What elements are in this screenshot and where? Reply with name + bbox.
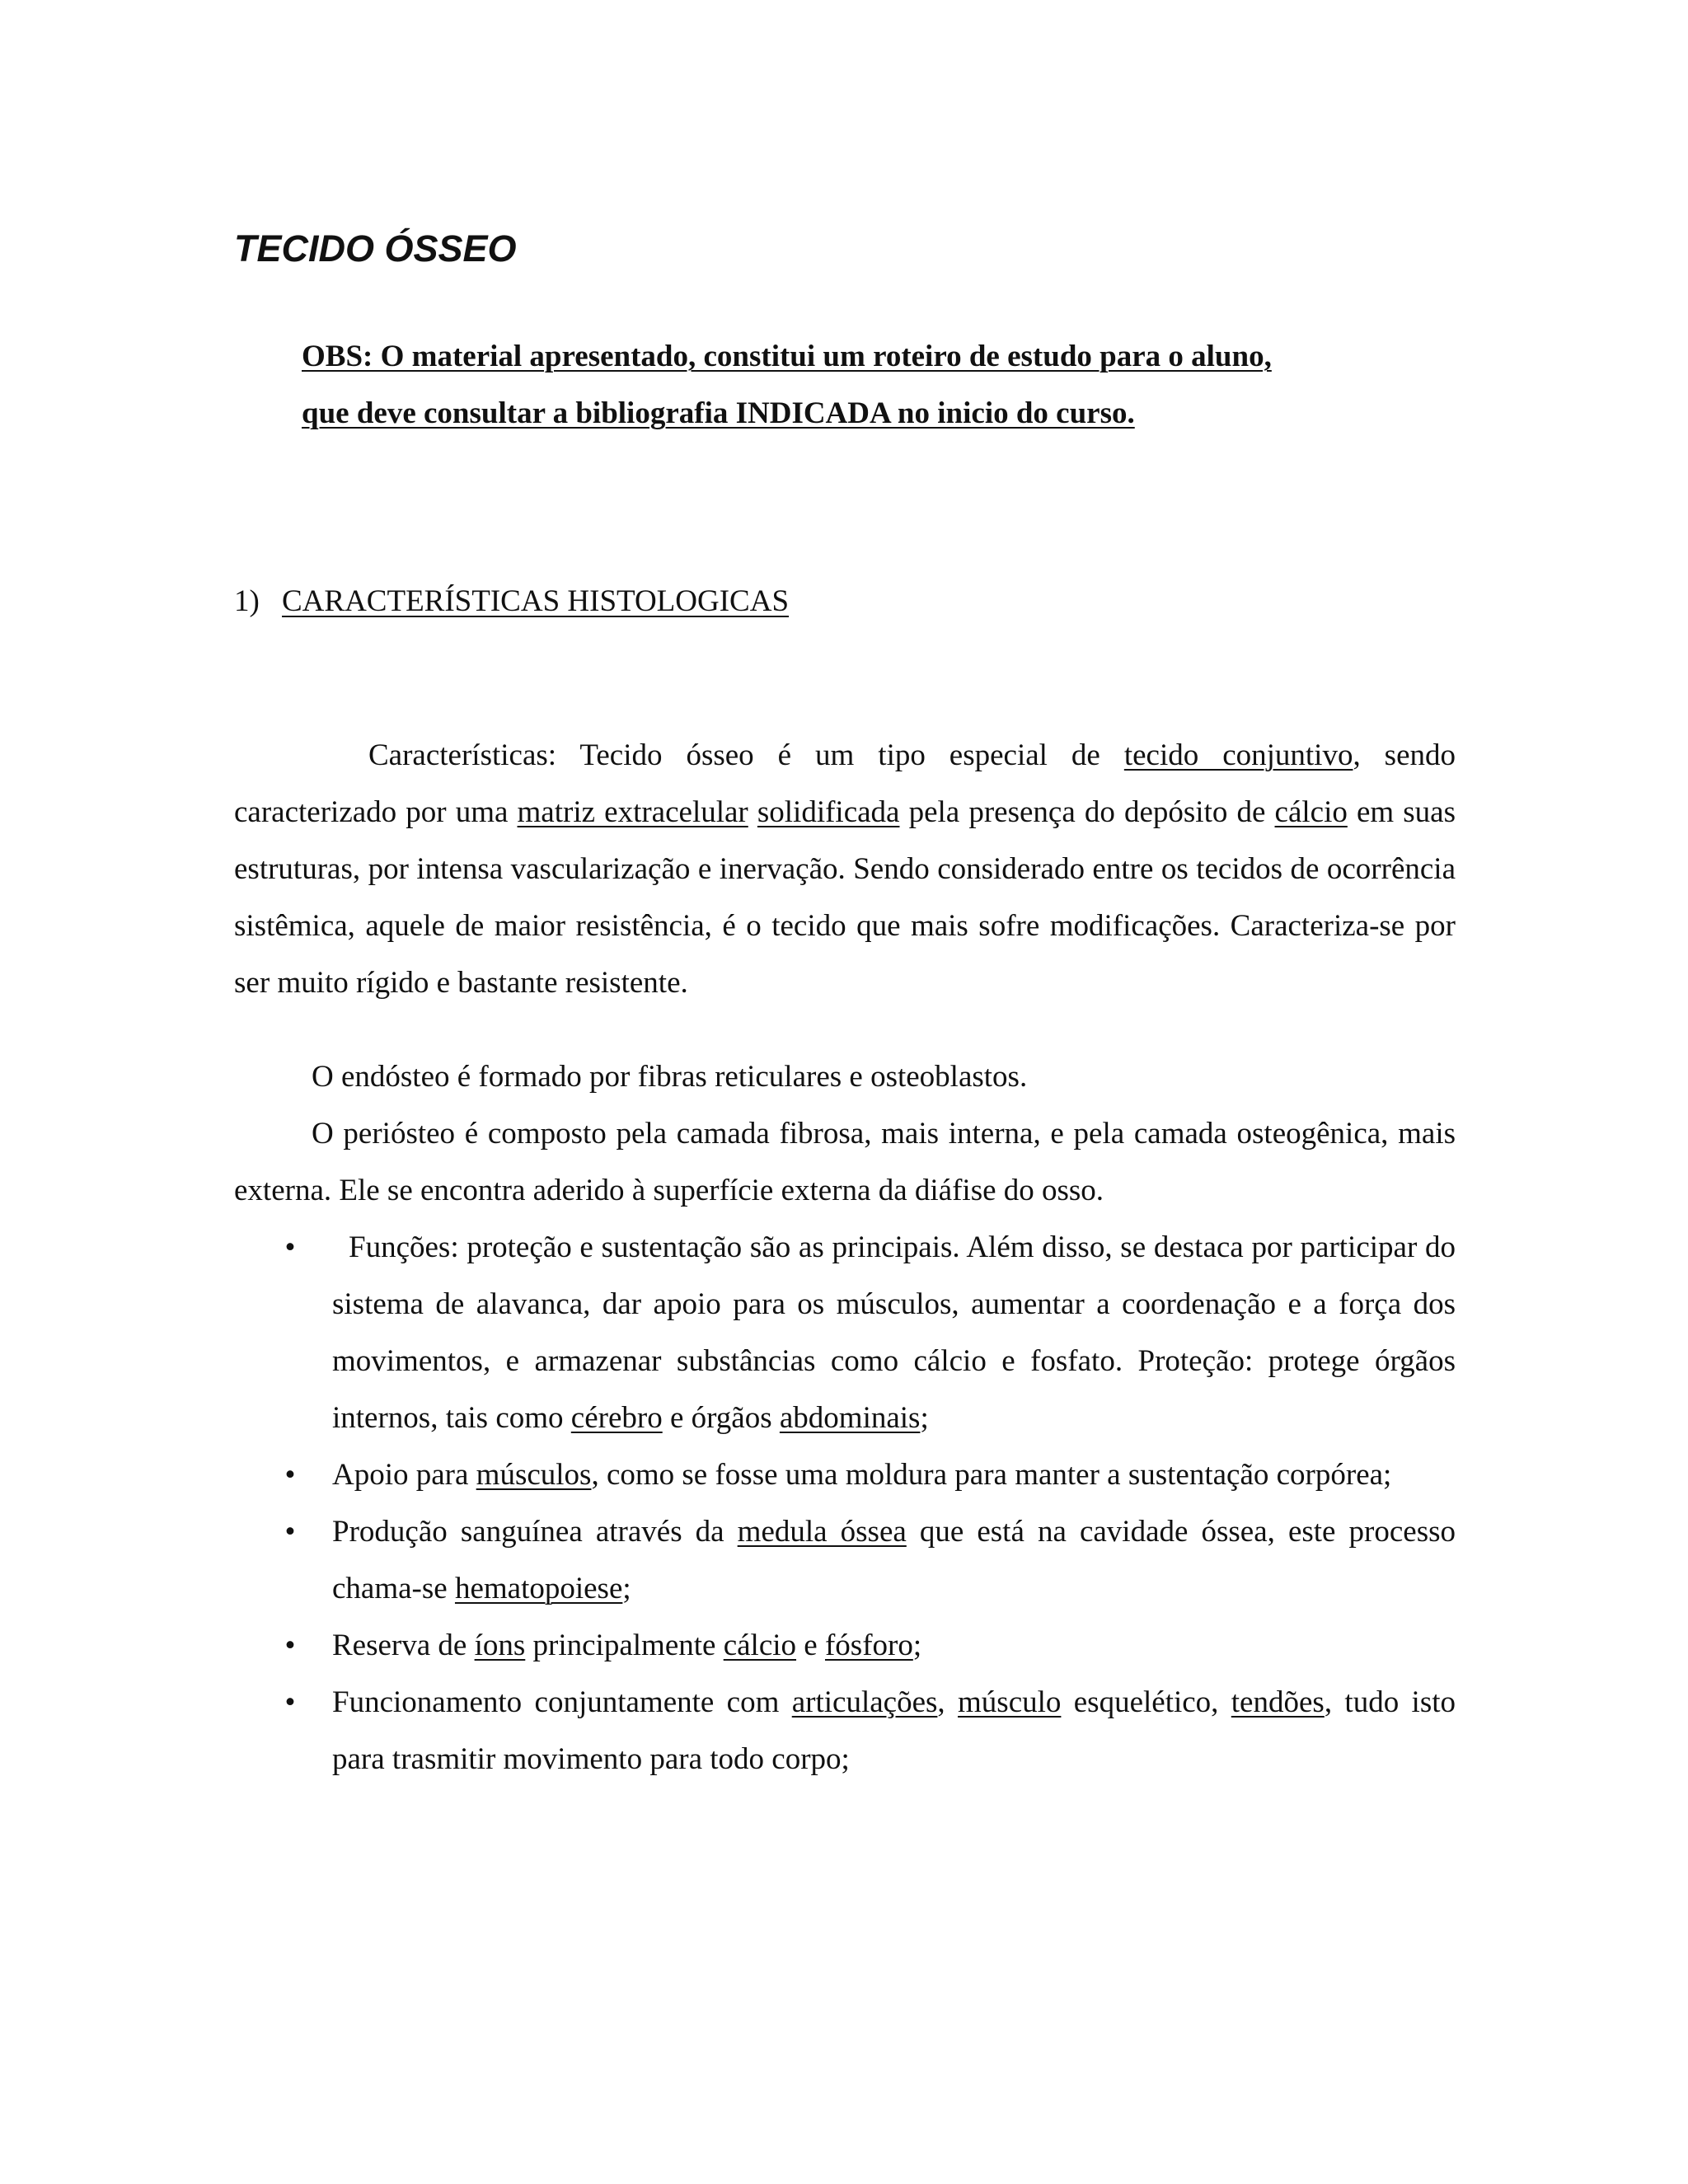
- term-fosforo: fósforo: [824, 1629, 913, 1662]
- text-run: que está na cavidade óssea, este processo chama-se: [332, 1515, 1456, 1605]
- text-run: esquelético,: [1061, 1685, 1231, 1719]
- text-run: ;: [622, 1572, 631, 1605]
- text-run: ;: [920, 1401, 929, 1435]
- bullet-icon: •: [284, 1458, 296, 1492]
- list-item-funcoes: [234, 1219, 1456, 1446]
- term-cerebro: cérebro: [570, 1401, 663, 1435]
- text-run: , sendo caracterizado por uma: [234, 738, 1456, 829]
- text-run: Funções: proteção e sustentação são as principais. Além disso, se destaca por participar do sistema de alavanca, dar apoio para os músculos, aumentar a coordenação e a força dos movimentos, e armazenar substâncias como cálcio e fosfato. Proteção: protege órgãos internos, tais como: [332, 1230, 1456, 1435]
- page-title: TECIDO ÓSSEO: [234, 227, 517, 269]
- obs-note-line-2: que deve consultar a bibliografia INDICADA no inicio do curso.: [302, 396, 1135, 430]
- bullet-icon: •: [284, 1230, 296, 1264]
- text-run: em suas estruturas, por intensa vascularização e inervação. Sendo considerado entre os tecidos de ocorrência sistêmica, aquele de maior resistência, é o tecido que mais sofre modificações. Caracteriza-se por ser muito rígido e bastante resistente.: [234, 795, 1456, 1000]
- term-articulacoes: articulações: [791, 1685, 938, 1719]
- term-musculos: músculos: [476, 1458, 592, 1492]
- text-run: Apoio para: [332, 1458, 476, 1492]
- term-medula-ossea: medula óssea: [737, 1515, 907, 1549]
- text-run: Reserva de: [332, 1629, 475, 1662]
- bullet-icon: •: [284, 1685, 296, 1719]
- text-run: ,: [937, 1685, 959, 1719]
- term-musculo: músculo: [958, 1685, 1062, 1719]
- text-run: [748, 795, 757, 829]
- term-calcio: cálcio: [1274, 795, 1348, 829]
- text-run: Funcionamento conjuntamente com: [332, 1685, 792, 1719]
- text-run: principalmente: [525, 1629, 724, 1662]
- text-run: , tudo isto para trasmitir movimento para todo corpo;: [332, 1685, 1456, 1776]
- term-tecido-conjuntivo: tecido conjuntivo: [1123, 738, 1353, 772]
- term-ions: íons: [474, 1629, 526, 1662]
- term-hematopoiese: hematopoiese: [454, 1572, 623, 1605]
- text-run: e: [796, 1629, 825, 1662]
- bullet-icon: •: [284, 1629, 296, 1662]
- functions-list: [234, 1219, 1456, 1788]
- obs-note: [302, 328, 1398, 442]
- section-title: CARACTERÍSTICAS HISTOLOGICAS: [282, 584, 790, 618]
- text-run: Produção sanguínea através da: [332, 1515, 738, 1549]
- term-calcio: cálcio: [723, 1629, 797, 1662]
- characteristics-block: [234, 727, 1456, 1011]
- periosteo-paragraph: O periósteo é composto pela camada fibrosa, mais interna, e pela camada osteogênica, mais externa. Ele se encontra aderido à superfície externa da diáfise do osso.: [234, 1117, 1456, 1207]
- term-abdominais: abdominais: [779, 1401, 921, 1435]
- list-item-funcionamento: [234, 1674, 1456, 1788]
- list-item-apoio: [234, 1446, 1456, 1503]
- section-heading: [234, 577, 789, 626]
- bullet-icon: •: [284, 1515, 296, 1549]
- term-matriz-extracelular: matriz extracelular: [517, 795, 748, 829]
- list-item-producao: [234, 1503, 1456, 1617]
- term-solidificada: solidificada: [757, 795, 900, 829]
- term-tendoes: tendões: [1231, 1685, 1325, 1719]
- list-item-reserva: [234, 1617, 1456, 1674]
- obs-note-line-1: OBS: O material apresentado, constitui um roteiro de estudo para o aluno,: [302, 340, 1272, 373]
- section-number: 1): [234, 584, 260, 618]
- endosteo-paragraph: O endósteo é formado por fibras reticulares e osteoblastos.: [312, 1060, 1028, 1094]
- text-run: pela presença do depósito de: [899, 795, 1275, 829]
- text-run: Características: Tecido ósseo é um tipo especial de: [368, 738, 1124, 772]
- text-run: , como se fosse uma moldura para manter a sustentação corpórea;: [591, 1458, 1392, 1492]
- text-run: e órgãos: [662, 1401, 780, 1435]
- details-block: [234, 1048, 1456, 1788]
- text-run: ;: [912, 1629, 922, 1662]
- characteristics-paragraph: [234, 727, 1456, 1011]
